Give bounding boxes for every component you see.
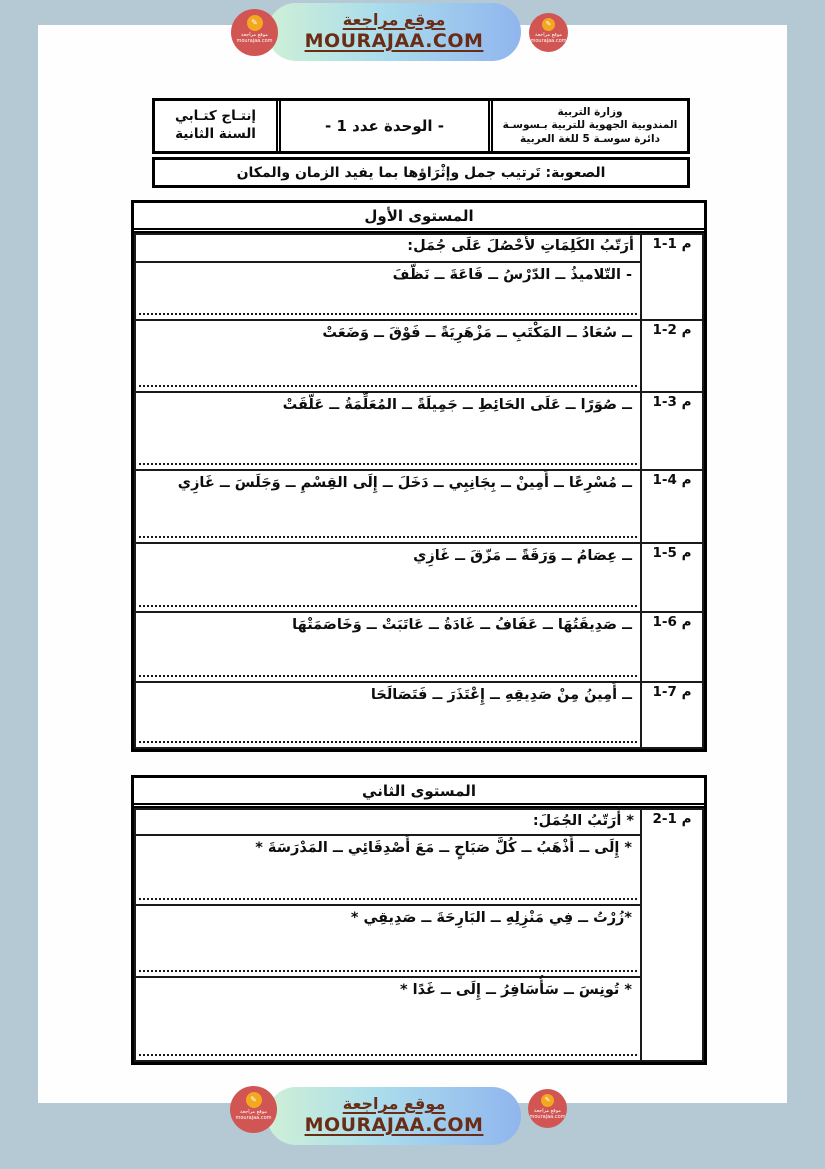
mourajaa-logo-icon[interactable] [230, 1086, 277, 1133]
criterion-label: م 5-1 [641, 543, 703, 612]
logo-caption-domain: mourajaa.com [529, 1113, 566, 1120]
exercise-words: * إِلَى ــ أَذْهَبُ ــ كُلَّ صَبَاحٍ ــ مَعَ أَصْدِقَائِي ــ المَدْرَسَةَ * [255, 840, 632, 856]
exercise-cell [135, 977, 641, 1061]
exercise-cell [135, 392, 641, 470]
mourajaa-logo-icon[interactable] [529, 13, 568, 52]
level1-exercises [134, 233, 704, 749]
answer-line [139, 313, 637, 315]
mourajaa-logo-icon[interactable] [528, 1089, 567, 1128]
table-row [135, 905, 703, 977]
pencil-icon: ✎ [541, 1094, 554, 1107]
exercise-words: ــ مُسْرِعًا ــ أَمِينْ ــ بِجَانِبِي ــ دَخَلَ ــ إِلَى القِسْمِ ــ وَجَلَسَ ــ غَازِي [177, 475, 632, 491]
header-table [152, 98, 690, 154]
exercise-cell [135, 470, 641, 543]
criterion-label: م 6-1 [641, 612, 703, 682]
table-row [135, 234, 703, 262]
criterion-label: م 4-1 [641, 470, 703, 543]
site-banner-pill[interactable] [267, 1087, 521, 1145]
table-row [135, 682, 703, 748]
exercise-words: ــ صَدِيقَتُهَا ــ عَفَافُ ــ غَادَةُ ــ عَاتَبَتْ ــ وَخَاصَمَتْهَا [292, 617, 632, 633]
level2-exercises [134, 808, 704, 1062]
level1-title: المستوى الأول [134, 203, 704, 233]
site-name-arabic[interactable]: موقع مراجعة [342, 1094, 446, 1114]
exercise-cell [135, 543, 641, 612]
pencil-icon: ✎ [246, 1092, 262, 1108]
level2-table [131, 775, 707, 1065]
level2-instruction: * أُرَتّبُ الجُمَلَ: [135, 809, 641, 835]
table-row [135, 320, 703, 392]
criterion-label: م 7-1 [641, 682, 703, 748]
answer-line [139, 970, 637, 972]
logo-caption-domain: mourajaa.com [530, 37, 567, 44]
table-row [135, 835, 703, 905]
table-row [135, 977, 703, 1061]
logo-caption-ar: موقع مراجعة [241, 32, 268, 38]
subject-cell [155, 101, 281, 151]
unit-title-cell [281, 101, 493, 151]
exercise-words: ــ عِصَامُ ــ وَرَقَةً ــ مَزّقَ ــ غَازِي [413, 548, 632, 564]
criterion-label: م 2-1 [641, 320, 703, 392]
answer-line [139, 741, 637, 743]
difficulty-bar [152, 157, 690, 188]
table-row [135, 809, 703, 835]
ministry-line2: المندوبية الجهوية للتربية بـسوسـة [502, 119, 678, 132]
criterion-label: م 1-2 [641, 809, 703, 1061]
exercise-cell [135, 905, 641, 977]
exercise-words: *زُرْتُ ــ فِي مَنْزِلِهِ ــ البَارِحَةَ ــ صَدِيقِي * [350, 910, 632, 926]
site-name-arabic[interactable]: موقع مراجعة [342, 10, 446, 30]
exercise-cell [135, 682, 641, 748]
unit-title: - الوحدة عدد 1 - [325, 117, 444, 135]
answer-line [139, 898, 637, 900]
level1-table [131, 200, 707, 752]
criterion-label: م 3-1 [641, 392, 703, 470]
difficulty-text: الصعوبة: تَرتيب جمل وإثْرَاؤها بما يفيد الزمان والمكان [236, 164, 606, 181]
site-domain-link[interactable]: MOURAJAA.COM [304, 1114, 484, 1137]
logo-caption-domain: mourajaa.com [236, 37, 273, 44]
ministry-line1: وزارة التربية [557, 106, 623, 119]
logo-caption-ar: موقع مراجعة [534, 1108, 561, 1114]
answer-line [139, 675, 637, 677]
table-row [135, 612, 703, 682]
exercise-words: * تُونِسَ ــ سَأُسَافِرُ ــ إِلَى ــ غَدًا * [399, 982, 632, 998]
logo-caption-domain: mourajaa.com [235, 1114, 272, 1121]
pencil-icon: ✎ [542, 18, 555, 31]
exercise-cell [135, 262, 641, 320]
level2-title: المستوى الثاني [134, 778, 704, 808]
ministry-info-cell [493, 101, 687, 151]
level1-instruction: أُرَتّبُ الكَلِمَاتِ لأَحْصُلَ عَلَى جُمَل: [135, 234, 641, 262]
exercise-cell [135, 835, 641, 905]
mourajaa-logo-icon[interactable] [231, 9, 278, 56]
subject-line1: إنتـاج كتـابي [174, 108, 257, 125]
exercise-words: - التّلاميذُ ــ الدّرْسُ ــ قَاعَةَ ــ نَظّفَ [392, 267, 632, 283]
exercise-words: ــ سُعَادُ ــ المَكْتَبِ ــ مَزْهَرِيَةً ــ فَوْقَ ــ وَضَعَتْ [322, 325, 632, 341]
answer-line [139, 463, 637, 465]
table-row [135, 470, 703, 543]
exercise-cell [135, 320, 641, 392]
table-row [135, 392, 703, 470]
subject-line2: السنة الثانية [175, 126, 256, 142]
criterion-label: م 1-1 [641, 234, 703, 320]
exercise-words: ــ أَمِينُ مِنْ صَدِيقِهِ ــ إِعْتَذَرَ ــ فَتَصَالَحَا [370, 687, 632, 703]
exercise-words: ــ صُوَرًا ــ عَلَى الحَائِطِ ــ جَمِيلَةً ــ المُعَلِّمَةُ ــ عَلّقَتْ [282, 397, 632, 413]
ministry-line3: دائرة سوسـة 5 للغة العربية [520, 132, 660, 145]
answer-line [139, 1054, 637, 1056]
table-row [135, 262, 703, 320]
pencil-icon: ✎ [247, 15, 263, 31]
answer-line [139, 536, 637, 538]
answer-line [139, 605, 637, 607]
site-banner-pill[interactable] [267, 3, 521, 61]
logo-caption-ar: موقع مراجعة [240, 1109, 267, 1115]
exercise-cell [135, 612, 641, 682]
site-domain-link[interactable]: MOURAJAA.COM [304, 30, 484, 53]
logo-caption-ar: موقع مراجعة [535, 32, 562, 38]
table-row [135, 543, 703, 612]
answer-line [139, 385, 637, 387]
